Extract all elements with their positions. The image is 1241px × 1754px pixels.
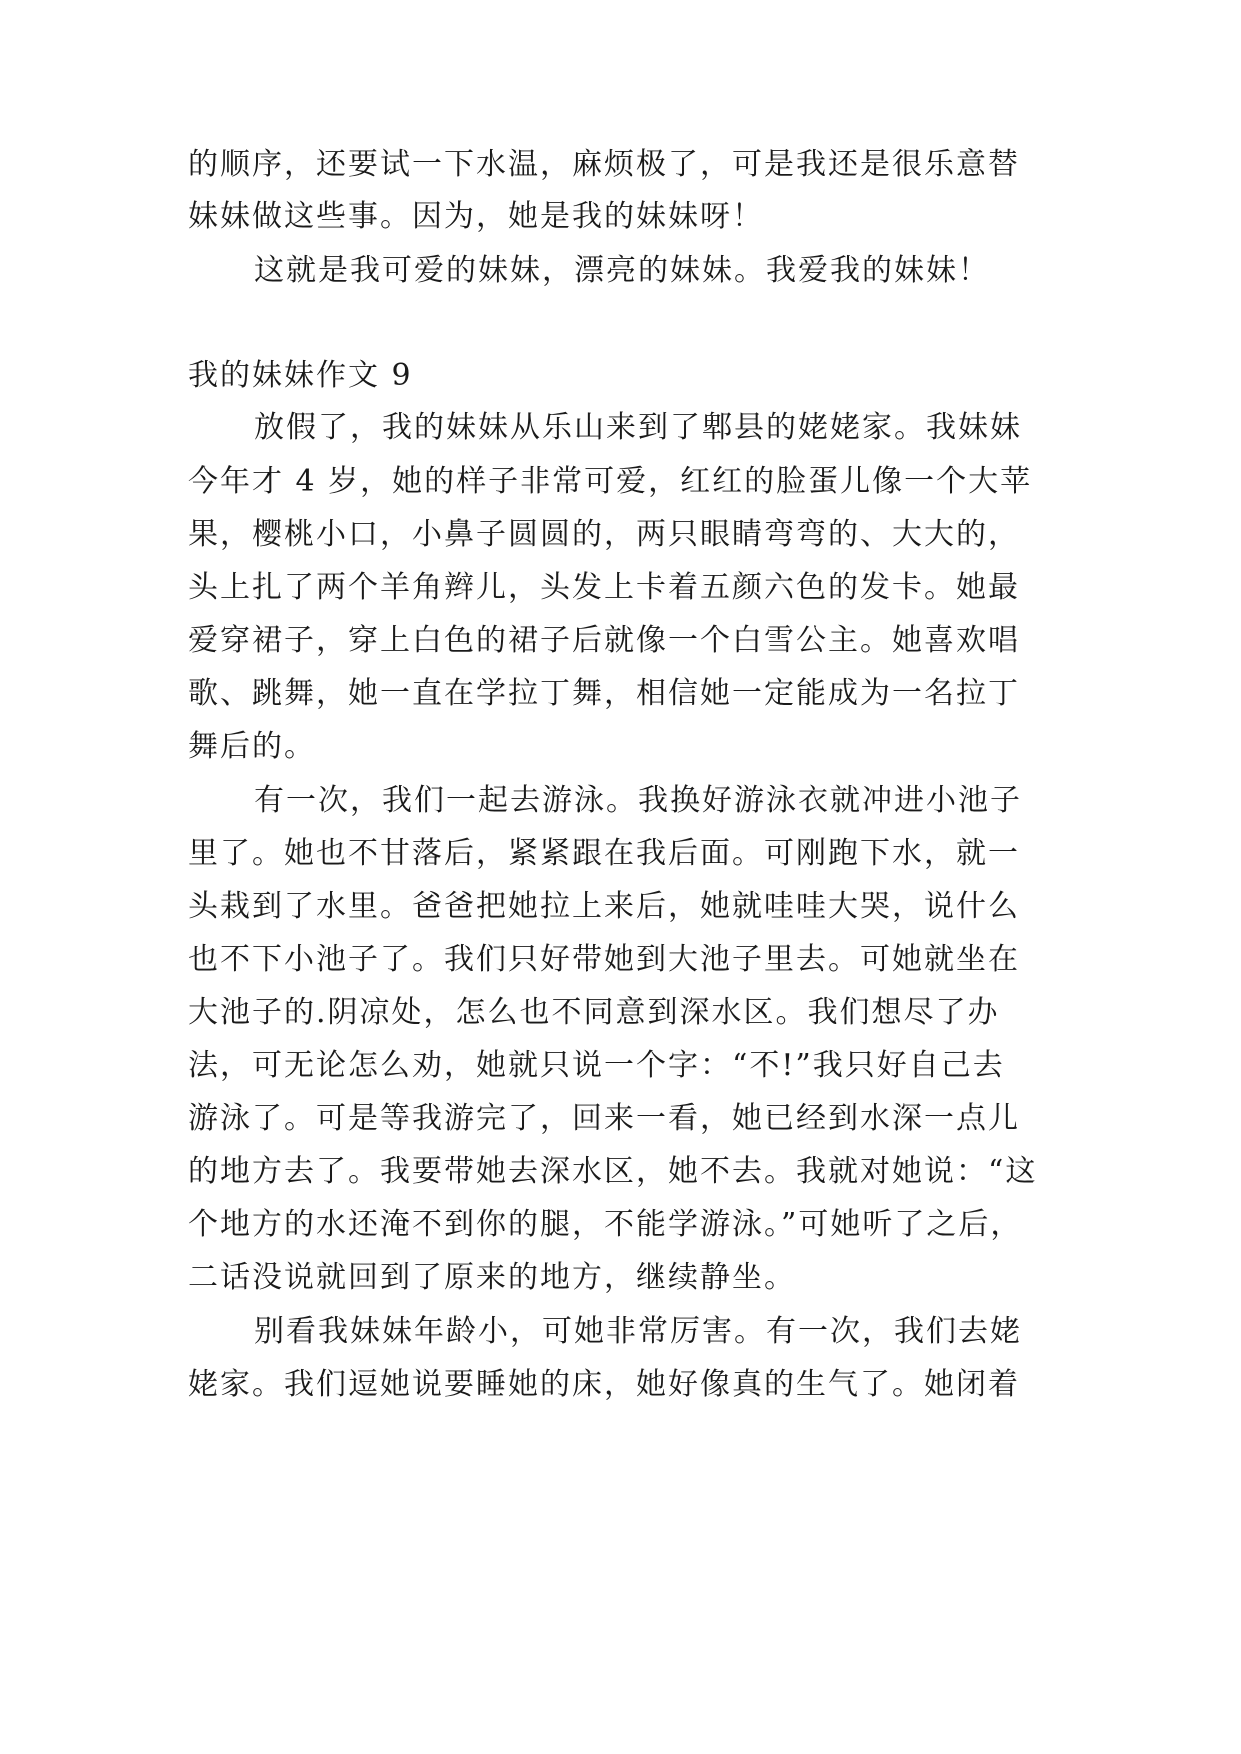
text-line: 也不下小池子了。我们只好带她到大池子里去。可她就坐在 [188,942,1020,977]
text-line: 歌、跳舞，她一直在学拉丁舞，相信她一定能成为一名拉丁 [188,676,1020,711]
text-line: 游泳了。可是等我游完了，回来一看，她已经到水深一点儿 [188,1101,1020,1136]
text-line: 今年才 4 岁，她的样子非常可爱，红红的脸蛋儿像一个大苹 [188,464,1033,499]
text-line: 法，可无论怎么劝，她就只说一个字：“不!”我只好自己去 [188,1048,1005,1083]
text-line: 大池子的.阴凉处，怎么也不同意到深水区。我们想尽了办 [188,995,1000,1030]
text-line: 爱穿裙子，穿上白色的裙子后就像一个白雪公主。她喜欢唱 [188,623,1020,658]
text-line: 二话没说就回到了原来的地方，继续静坐。 [188,1260,796,1295]
text-line: 果，樱桃小口，小鼻子圆圆的，两只眼睛弯弯的、大大的， [188,517,1020,552]
text-line: 头上扎了两个羊角辫儿，头发上卡着五颜六色的发卡。她最 [188,570,1020,605]
text-line: 妹妹做这些事。因为，她是我的妹妹呀！ [188,199,764,234]
text-line: 头栽到了水里。爸爸把她拉上来后，她就哇哇大哭，说什么 [188,889,1020,924]
text-line: 个地方的水还淹不到你的腿，不能学游泳。”可她听了之后， [188,1207,1023,1242]
text-line: 里了。她也不甘落后，紧紧跟在我后面。可刚跑下水，就一 [188,836,1020,871]
text-line: 姥家。我们逗她说要睡她的床，她好像真的生气了。她闭着 [188,1367,1020,1402]
text-line: 的地方去了。我要带她去深水区，她不去。我就对她说：“这 [188,1154,1038,1189]
text-line: 这就是我可爱的妹妹，漂亮的妹妹。我爱我的妹妹！ [254,253,990,288]
section-heading: 我的妹妹作文 9 [188,358,413,393]
text-line: 舞后的。 [188,729,316,764]
text-line: 别看我妹妹年龄小，可她非常厉害。有一次，我们去姥 [254,1314,1022,1349]
text-line: 的顺序，还要试一下水温，麻烦极了，可是我还是很乐意替 [188,147,1020,182]
text-line: 有一次，我们一起去游泳。我换好游泳衣就冲进小池子 [254,783,1022,818]
text-line: 放假了，我的妹妹从乐山来到了郫县的姥姥家。我妹妹 [254,410,1022,445]
